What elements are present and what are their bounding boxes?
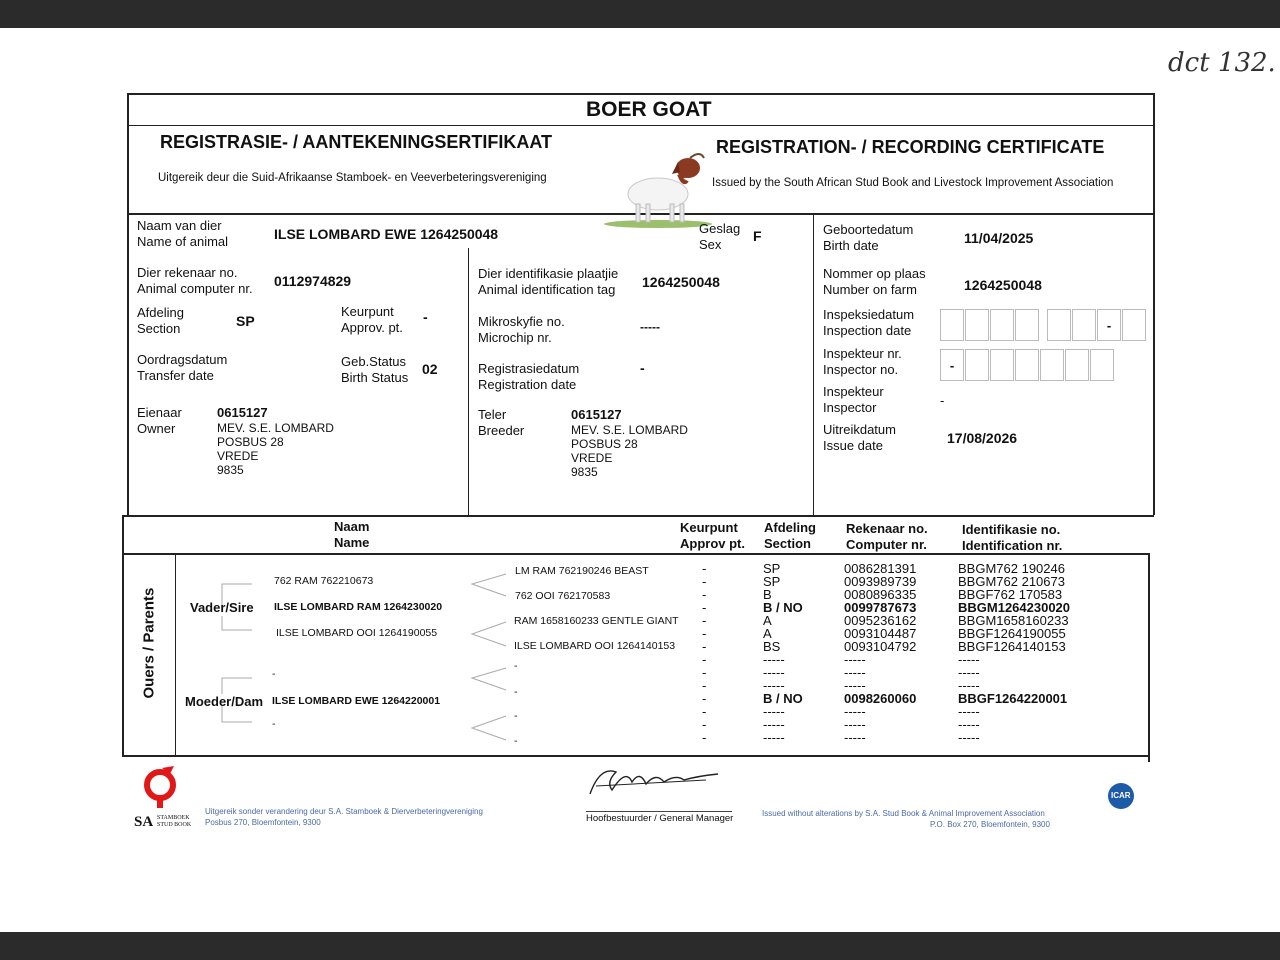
comp-cell: 0093989739	[844, 574, 917, 589]
inspno-label-af: Inspekteur nr.	[823, 346, 902, 361]
owner-address-1: POSBUS 28	[217, 435, 284, 449]
approv-cell: -	[702, 574, 707, 589]
transfer-label-af: Oordragsdatum	[137, 352, 228, 367]
reg-label-en: Registration date	[478, 377, 577, 392]
pedigree-header-line	[124, 553, 1150, 555]
title-english: REGISTRATION- / RECORDING CERTIFICATE	[716, 137, 1105, 157]
ss-dam-name: 762 OOI 762170583	[515, 590, 611, 602]
top-frame-bar	[0, 0, 1280, 28]
footer-left-line1: Uitgereik sonder verandering deur S.A. Stamboek & Dierverbeteringvereniging	[205, 807, 483, 816]
dam-name: ILSE LOMBARD EWE 1264220001	[272, 695, 441, 707]
frame-top	[127, 93, 1155, 95]
logo-sa: SA	[134, 814, 154, 830]
section-cell: A	[763, 626, 772, 641]
approv-cell: -	[702, 691, 707, 706]
birth-status-value: 02	[422, 361, 438, 377]
sire-dam-name: ILSE LOMBARD OOI 1264190055	[276, 627, 438, 639]
sire-label: Vader/Sire	[190, 600, 254, 615]
insp-date-label-en: Inspection date	[823, 323, 912, 338]
section-value: SP	[236, 313, 255, 329]
ids-cell: -----	[958, 730, 980, 745]
ids-cell: BBGF1264190055	[958, 626, 1066, 641]
farm-label-af: Nommer op plaas	[823, 266, 926, 281]
reg-label-af: Registrasiedatum	[478, 361, 580, 376]
digit-box	[1040, 349, 1064, 381]
ids-cell: -----	[958, 704, 980, 719]
breeder-number: 0615127	[571, 407, 622, 422]
dam-sire-name: -	[272, 668, 276, 680]
digit-box	[990, 349, 1014, 381]
birthstatus-label-en: Birth Status	[341, 370, 409, 385]
ds-sire-name: -	[514, 660, 518, 672]
ids-cell: BBGM762 210673	[958, 574, 1065, 589]
pedigree-right	[1148, 553, 1150, 762]
col-id-en: Identification nr.	[962, 538, 1063, 553]
col-computer-en: Computer nr.	[846, 537, 927, 552]
animal-computer-nr: 0112974829	[274, 273, 352, 289]
signature-title: Hoofbestuurder / General Manager	[586, 813, 734, 824]
chip-label-en: Microchip nr.	[478, 330, 552, 345]
approv-cell: -	[702, 561, 707, 576]
date-box	[1015, 309, 1039, 341]
animal-id-tag: 1264250048	[642, 274, 720, 290]
approv-cell: -	[702, 678, 707, 693]
birth-date: 11/04/2025	[964, 230, 1034, 246]
inspection-date-boxes	[940, 309, 1147, 341]
col-section-en: Section	[764, 536, 811, 551]
parents-side-label: Ouers / Parents	[140, 587, 158, 699]
handwritten-note: dct 132.	[1168, 48, 1276, 78]
approv-cell: -	[702, 717, 707, 732]
dam-dam-name: -	[272, 718, 276, 730]
farm-number: 1264250048	[964, 277, 1042, 293]
dd-dam-name: -	[514, 735, 518, 747]
date-box	[1122, 309, 1146, 341]
comp-label-en: Animal computer nr.	[137, 281, 253, 296]
birth-label-en: Birth date	[823, 238, 879, 253]
sex-label-en: Sex	[699, 237, 722, 252]
col-approv-af: Keurpunt	[680, 520, 738, 535]
footer-left-line2: Posbus 270, Bloemfontein, 9300	[205, 818, 321, 827]
date-box	[1072, 309, 1096, 341]
transfer-label-en: Transfer date	[137, 368, 214, 383]
dd-sire-name: -	[514, 710, 518, 722]
section-cell: -----	[763, 678, 785, 693]
dam-label: Moeder/Dam	[185, 694, 264, 709]
approv-cell: -	[702, 626, 707, 641]
sd-dam-name: ILSE LOMBARD OOI 1264140153	[514, 640, 676, 652]
breeder-address-2: VREDE	[571, 451, 613, 465]
frame-left	[127, 93, 129, 515]
ids-cell: BBGF1264220001	[958, 691, 1068, 706]
col-name-af: Naam	[334, 519, 370, 534]
pedigree-left	[122, 515, 124, 757]
inspector-label-af: Inspekteur	[823, 384, 884, 399]
section-label-en: Section	[137, 321, 181, 336]
section-cell: -----	[763, 665, 785, 680]
owner-label-af: Eienaar	[137, 405, 182, 420]
microchip-value: -----	[640, 320, 660, 334]
col-divider-1	[468, 248, 469, 516]
comp-cell: 0098260060	[844, 691, 917, 706]
comp-cell: -----	[844, 678, 866, 693]
ids-cell: -----	[958, 717, 980, 732]
digit-box	[1090, 349, 1114, 381]
approv-cell: -	[702, 730, 707, 745]
farm-label-en: Number on farm	[823, 282, 917, 297]
issue-date: 17/08/2026	[947, 430, 1018, 446]
date-box	[1047, 309, 1071, 341]
section-cell: B / NO	[763, 691, 803, 706]
section-cell: -----	[763, 717, 785, 732]
animal-name: ILSE LOMBARD EWE 1264250048	[274, 226, 499, 242]
section-cell: -----	[763, 704, 785, 719]
comp-cell: 0099787673	[844, 600, 917, 615]
insp-date-label-af: Inspeksiedatum	[823, 307, 915, 322]
ids-cell: -----	[958, 652, 980, 667]
name-label-en: Name of animal	[137, 234, 229, 249]
comp-cell: 0086281391	[844, 561, 917, 576]
sex-value: F	[753, 228, 762, 244]
col-name-en: Name	[334, 535, 370, 550]
approv-cell: -	[702, 600, 707, 615]
ids-cell: BBGF1264140153	[958, 639, 1066, 654]
section-cell: A	[763, 613, 772, 628]
approv-cell: -	[702, 665, 707, 680]
date-box	[965, 309, 989, 341]
comp-label-af: Dier rekenaar no.	[137, 265, 238, 280]
ds-dam-name: -	[514, 686, 518, 698]
approv-value: -	[423, 309, 428, 325]
section-label-af: Afdeling	[137, 305, 184, 320]
tag-label-af: Dier identifikasie plaatjie	[478, 266, 619, 281]
owner-postal-code: 9835	[217, 463, 244, 477]
breeder-postal-code: 9835	[571, 465, 598, 479]
comp-cell: 0095236162	[844, 613, 917, 628]
sd-sire-name: RAM 1658160233 GENTLE GIANT	[514, 615, 679, 627]
ids-cell: BBGM762 190246	[958, 561, 1065, 576]
col-divider-2	[813, 213, 814, 515]
subtitle-afrikaans: Uitgereik deur die Suid-Afrikaanse Stamboek- en Veeverbeteringsvereniging	[158, 172, 547, 184]
approv-label-en: Approv. pt.	[341, 320, 403, 335]
section-cell: B	[763, 587, 772, 602]
col-computer-af: Rekenaar no.	[846, 521, 928, 536]
ids-cell: -----	[958, 678, 980, 693]
digit-box	[1015, 349, 1039, 381]
boer-goat-illustration	[600, 148, 712, 230]
owner-address-2: VREDE	[217, 449, 259, 463]
name-label-af: Naam van dier	[137, 218, 222, 233]
ids-cell: BBGM1264230020	[958, 600, 1071, 615]
bottom-frame-bar	[0, 932, 1280, 960]
registration-date: -	[640, 360, 645, 376]
owner-name: MEV. S.E. LOMBARD	[217, 421, 334, 435]
icar-label: ICAR	[1111, 791, 1131, 800]
section-cell: SP	[763, 561, 781, 576]
approv-cell: -	[702, 652, 707, 667]
chip-label-af: Mikroskyfie no.	[478, 314, 565, 329]
comp-cell: 0093104792	[844, 639, 917, 654]
sire-sire-name: 762 RAM 762210673	[274, 575, 374, 587]
cert-title: BOER GOAT	[586, 98, 712, 121]
approv-cell: -	[702, 704, 707, 719]
footer-right-line2: P.O. Box 270, Bloemfontein, 9300	[930, 820, 1050, 829]
approv-cell: -	[702, 613, 707, 628]
date-box	[940, 309, 964, 341]
digit-box: -	[940, 349, 964, 381]
breeder-name: MEV. S.E. LOMBARD	[571, 423, 688, 437]
title-afrikaans: REGISTRASIE- / AANTEKENINGSERTIFIKAAT	[160, 132, 553, 152]
date-box: -	[1097, 309, 1121, 341]
approv-label-af: Keurpunt	[341, 304, 394, 319]
ss-sire-name: LM RAM 762190246 BEAST	[515, 565, 649, 577]
section-cell: BS	[763, 639, 781, 654]
section-cell: SP	[763, 574, 781, 589]
pedigree-brackets	[176, 556, 696, 754]
breeder-label-af: Teler	[478, 407, 507, 422]
tag-label-en: Animal identification tag	[478, 282, 616, 297]
pedigree-bottom	[122, 755, 1150, 757]
section-cell: B / NO	[763, 600, 803, 615]
approv-column	[702, 562, 706, 744]
signature-line	[586, 811, 732, 812]
issue-label-af: Uitreikdatum	[823, 422, 896, 437]
breeder-label-en: Breeder	[478, 423, 525, 438]
section-column	[763, 562, 803, 744]
ids-cell: -----	[958, 665, 980, 680]
comp-cell: -----	[844, 704, 866, 719]
inspno-label-en: Inspector no.	[823, 362, 899, 377]
computer-column	[844, 562, 916, 744]
section-cell: -----	[763, 730, 785, 745]
owner-label-en: Owner	[137, 421, 176, 436]
footer-right-line1: Issued without alterations by S.A. Stud Book & Animal Improvement Association	[762, 809, 1045, 818]
approv-cell: -	[702, 587, 707, 602]
inspector-no-boxes	[940, 349, 1115, 381]
stud-book-logo-icon	[140, 766, 182, 812]
inspector-label-en: Inspector	[823, 400, 877, 415]
digit-box	[1065, 349, 1089, 381]
ids-cell: BBGF762 170583	[958, 587, 1063, 602]
section-cell: -----	[763, 652, 785, 667]
frame-right	[1153, 93, 1155, 515]
logo-studbook: STUD BOOK	[157, 822, 192, 828]
comp-cell: -----	[844, 717, 866, 732]
logo-stamboek: STAMBOEK	[157, 815, 190, 821]
comp-cell: 0093104487	[844, 626, 917, 641]
comp-cell: -----	[844, 665, 866, 680]
owner-number: 0615127	[217, 405, 268, 420]
subtitle-english: Issued by the South African Stud Book and Livestock Improvement Association	[712, 177, 1114, 189]
col-approv-en: Approv pt.	[680, 536, 745, 551]
sire-name: ILSE LOMBARD RAM 1264230020	[274, 601, 443, 613]
title-divider	[127, 125, 1155, 126]
comp-cell: 0080896335	[844, 587, 917, 602]
col-id-af: Identifikasie no.	[962, 522, 1061, 537]
ids-cell: BBGM1658160233	[958, 613, 1069, 628]
approv-cell: -	[702, 639, 707, 654]
comp-cell: -----	[844, 730, 866, 745]
pedigree-top	[124, 515, 1154, 517]
birth-label-af: Geboortedatum	[823, 222, 914, 237]
id-column	[958, 562, 1070, 744]
date-box	[990, 309, 1014, 341]
col-section-af: Afdeling	[764, 520, 816, 535]
breeder-address-1: POSBUS 28	[571, 437, 638, 451]
inspector-value: -	[940, 393, 945, 408]
digit-box	[965, 349, 989, 381]
comp-cell: -----	[844, 652, 866, 667]
sex-label-af: Geslag	[699, 221, 741, 236]
signature-image	[586, 760, 726, 800]
birthstatus-label-af: Geb.Status	[341, 354, 407, 369]
issue-label-en: Issue date	[823, 438, 883, 453]
